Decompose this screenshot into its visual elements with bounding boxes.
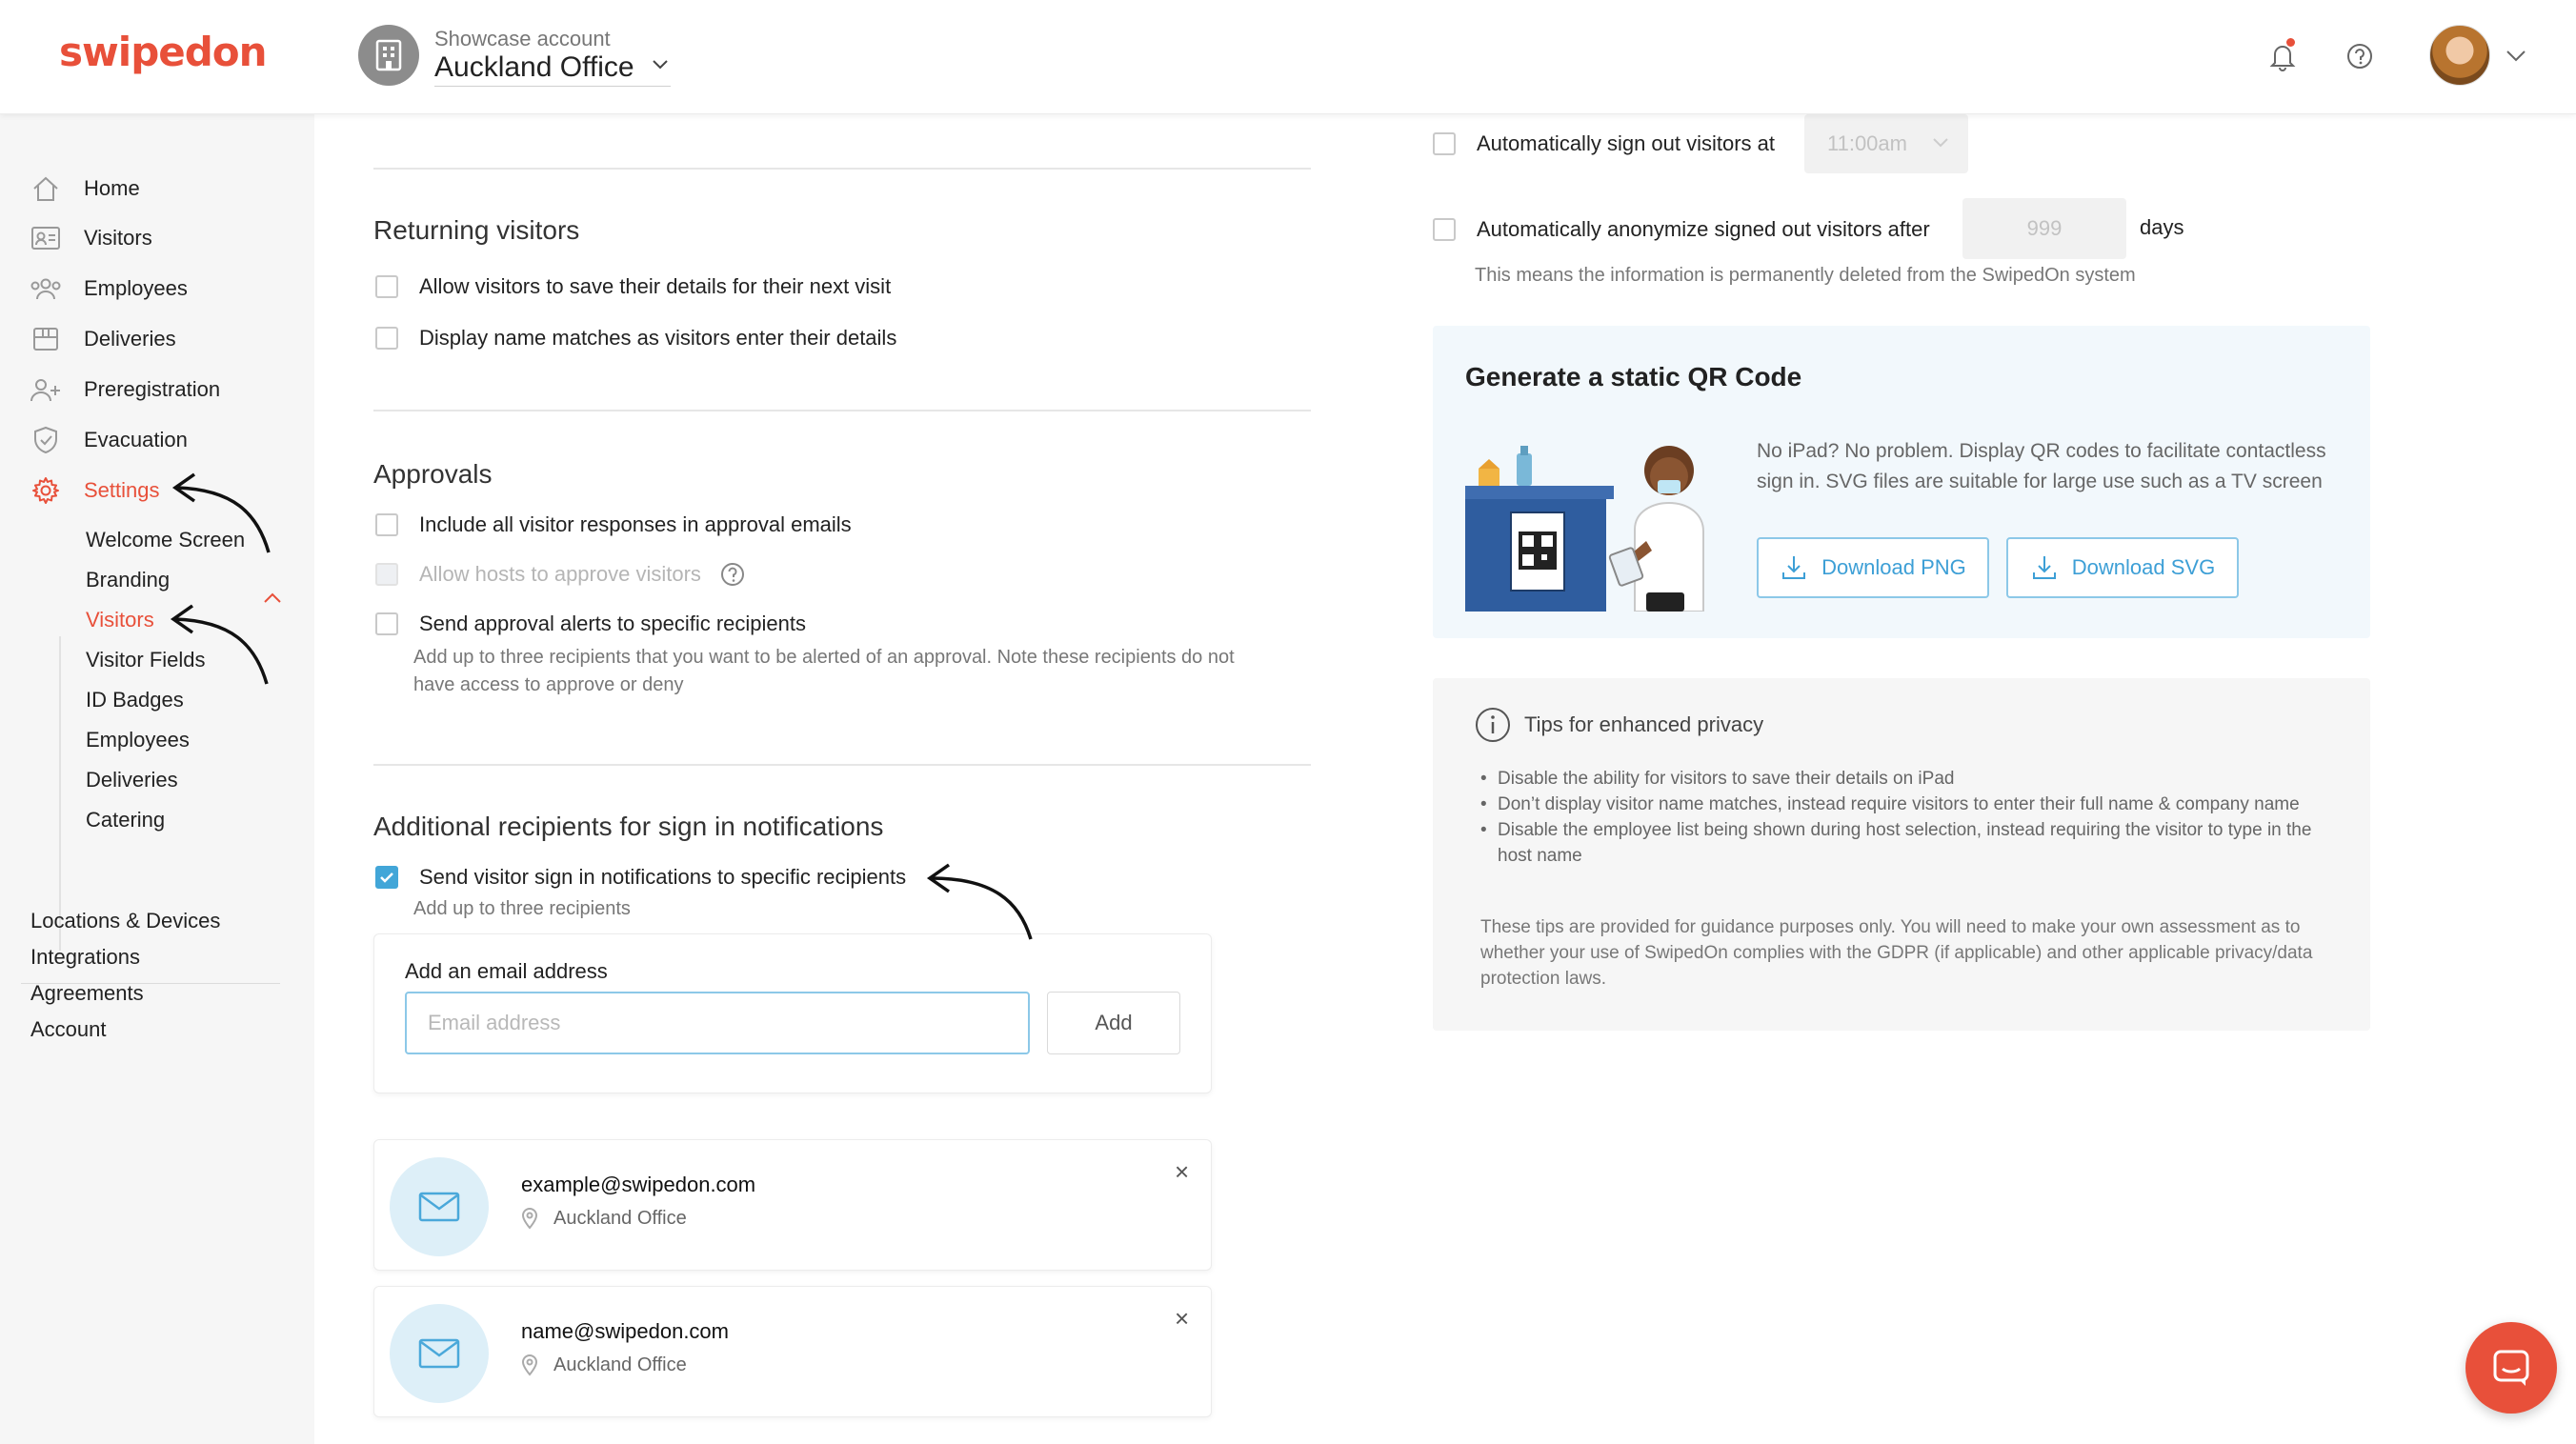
days-label: days	[2140, 215, 2184, 239]
sidebar-item-account[interactable]: Account	[30, 1017, 107, 1041]
sidebar-sub-deliveries[interactable]: Deliveries	[86, 768, 178, 792]
remove-recipient-icon[interactable]: ×	[1175, 1157, 1190, 1186]
chat-launcher-button[interactable]	[2465, 1322, 2557, 1414]
signout-time-select[interactable]	[1804, 114, 1968, 173]
notification-dot	[2286, 38, 2295, 47]
name-matches-label: Display name matches as visitors enter their details	[419, 326, 897, 350]
swipedon-logo[interactable]	[59, 29, 267, 75]
location-selector[interactable]: Auckland Office	[434, 51, 634, 83]
sidebar-item-settings[interactable]	[29, 471, 160, 510]
chevron-up-icon[interactable]	[263, 592, 282, 604]
sidebar	[0, 114, 314, 1444]
top-header	[0, 0, 2576, 114]
location-pin-icon	[521, 1354, 538, 1376]
section-divider	[373, 168, 1311, 170]
visitors-icon	[29, 226, 63, 251]
add-email-button[interactable]: Add	[1047, 992, 1180, 1054]
recipient-location	[521, 1207, 687, 1230]
send-alerts-checkbox[interactable]	[375, 612, 398, 635]
reception-illustration	[1465, 425, 1734, 612]
sidebar-item-deliveries[interactable]	[29, 320, 176, 358]
sidebar-item-label: Home	[84, 176, 140, 200]
add-email-card	[373, 933, 1212, 1093]
email-input[interactable]	[405, 992, 1030, 1054]
sidebar-item-home[interactable]	[29, 170, 140, 208]
annotation-arrow	[924, 857, 1036, 943]
list-item: • Disable the employee list being shown during host selection, instead requiring the visitor to type in the host name	[1480, 817, 2338, 869]
send-notifications-checkbox[interactable]	[375, 866, 398, 889]
send-alerts-option[interactable]	[375, 612, 806, 636]
list-item: • Disable the ability for visitors to save their details on iPad	[1480, 766, 2338, 792]
auto-anonymize-option[interactable]	[1433, 217, 1930, 242]
recipient-email: name@swipedon.com	[521, 1319, 729, 1343]
sidebar-sub-employees[interactable]: Employees	[86, 728, 190, 752]
download-svg-button[interactable]	[2006, 537, 2239, 598]
include-responses-checkbox[interactable]	[375, 513, 398, 536]
sidebar-item-evacuation[interactable]	[29, 421, 188, 459]
name-matches-checkbox[interactable]	[375, 327, 398, 350]
sidebar-sub-branding[interactable]: Branding	[86, 568, 171, 592]
recipient-card	[373, 1139, 1212, 1271]
section-divider	[373, 764, 1311, 766]
returning-visitors-title: Returning visitors	[373, 215, 580, 245]
save-details-label: Allow visitors to save their details for their next visit	[419, 274, 892, 298]
anonymize-days-input[interactable]: 999	[1962, 198, 2126, 259]
gear-icon	[29, 476, 63, 505]
privacy-note: These tips are provided for guidance purposes only. You will need to make your own assessment as to whether your use of SwipedOn complies with the GDPR (if applicable) and other applicable privacy/data protection laws.	[1480, 917, 2313, 989]
account-label: Showcase account	[434, 27, 611, 50]
privacy-tips-title-text: Tips for enhanced privacy	[1524, 712, 1764, 736]
sidebar-sub-welcome-screen[interactable]: Welcome Screen	[86, 528, 246, 552]
privacy-tips-list	[1480, 766, 2338, 869]
download-icon	[1780, 553, 1808, 582]
recipient-location	[521, 1354, 687, 1376]
auto-signout-checkbox[interactable]	[1433, 132, 1456, 155]
home-icon	[29, 175, 63, 202]
sidebar-sub-catering[interactable]: Catering	[86, 808, 166, 832]
download-png-label: Download PNG	[1821, 555, 1966, 579]
include-responses-option[interactable]	[375, 512, 852, 537]
mail-icon	[390, 1304, 489, 1403]
remove-recipient-icon[interactable]: ×	[1175, 1304, 1190, 1333]
notifications-title: Additional recipients for sign in notifications	[373, 812, 884, 841]
qr-code-panel	[1433, 326, 2370, 638]
privacy-tips-title	[1475, 707, 1763, 743]
chat-icon	[2491, 1348, 2531, 1388]
sidebar-item-label: Visitors	[84, 226, 152, 250]
download-icon	[2030, 553, 2059, 582]
chevron-down-icon[interactable]	[652, 59, 669, 70]
privacy-tips-panel	[1433, 678, 2370, 1031]
send-notifications-hint: Add up to three recipients	[413, 898, 631, 919]
section-divider	[373, 410, 1311, 411]
chevron-down-icon[interactable]	[2506, 50, 2526, 63]
signout-time-value: 11:00am	[1827, 131, 1907, 155]
location-pin-icon	[521, 1207, 538, 1230]
send-notifications-option[interactable]	[375, 865, 906, 890]
shield-icon	[29, 426, 63, 454]
sidebar-item-label: Employees	[84, 276, 188, 300]
recipient-location-text: Auckland Office	[553, 1207, 687, 1229]
recipient-location-text: Auckland Office	[553, 1354, 687, 1375]
sidebar-item-label: Deliveries	[84, 327, 176, 351]
add-email-label: Add an email address	[405, 959, 608, 983]
sidebar-item-visitors[interactable]	[29, 219, 152, 257]
check-icon	[379, 872, 394, 883]
logo-text: swipedon	[59, 29, 267, 75]
list-item: • Don’t display visitor name matches, instead require visitors to enter their full name & company name	[1480, 792, 2338, 817]
send-alerts-label: Send approval alerts to specific recipients	[419, 612, 806, 635]
mail-icon	[390, 1157, 489, 1256]
sidebar-sub-visitor-fields[interactable]: Visitor Fields	[86, 648, 206, 672]
recipient-card	[373, 1286, 1212, 1417]
sidebar-item-locations-devices[interactable]: Locations & Devices	[30, 909, 221, 933]
location-underline	[434, 86, 671, 87]
name-matches-option[interactable]	[375, 326, 896, 351]
sidebar-item-label: Evacuation	[84, 428, 188, 451]
qr-title: Generate a static QR Code	[1465, 362, 1802, 391]
info-icon	[1475, 707, 1511, 743]
sidebar-item-label: Preregistration	[84, 377, 221, 401]
auto-signout-label: Automatically sign out visitors at	[1477, 131, 1776, 155]
include-responses-label: Include all visitor responses in approval emails	[419, 512, 852, 536]
auto-anonymize-label: Automatically anonymize signed out visitors after	[1477, 217, 1930, 241]
qr-description: No iPad? No problem. Display QR codes to facilitate contactless sign in. SVG files are suitable for large use such as a TV screen	[1757, 440, 2326, 492]
download-svg-label: Download SVG	[2071, 555, 2216, 579]
sidebar-item-integrations[interactable]: Integrations	[30, 945, 140, 969]
save-details-option[interactable]	[375, 274, 891, 299]
allow-hosts-label: Allow hosts to approve visitors	[419, 562, 701, 586]
sidebar-item-label: Settings	[84, 478, 160, 502]
sidebar-sub-id-badges[interactable]: ID Badges	[86, 688, 184, 712]
employees-icon	[29, 276, 63, 301]
deliveries-icon	[29, 326, 63, 352]
sidebar-item-agreements[interactable]: Agreements	[30, 981, 144, 1005]
auto-anonymize-checkbox[interactable]	[1433, 218, 1456, 241]
send-notifications-label: Send visitor sign in notifications to specific recipients	[419, 865, 907, 889]
preregistration-icon	[29, 376, 63, 403]
anonymize-hint: This means the information is permanently deleted from the SwipedOn system	[1475, 265, 2136, 286]
help-icon[interactable]	[720, 562, 745, 587]
chevron-down-icon	[1932, 137, 1949, 149]
building-icon	[358, 25, 419, 86]
recipient-email: example@swipedon.com	[521, 1173, 756, 1196]
sidebar-item-employees[interactable]	[29, 270, 188, 308]
sidebar-sub-visitors[interactable]: Visitors	[86, 608, 154, 632]
avatar[interactable]	[2429, 25, 2490, 86]
help-icon[interactable]	[2345, 42, 2374, 70]
submenu-guide-line	[59, 636, 61, 951]
auto-signout-option[interactable]	[1433, 131, 1775, 156]
save-details-checkbox[interactable]	[375, 275, 398, 298]
allow-hosts-checkbox	[375, 563, 398, 586]
sidebar-item-preregistration[interactable]	[29, 371, 220, 409]
send-alerts-hint: Add up to three recipients that you want to be alerted of an approval. Note these recipients do not have access to approve or deny	[413, 647, 1235, 695]
approvals-title: Approvals	[373, 459, 493, 489]
download-png-button[interactable]	[1757, 537, 1989, 598]
allow-hosts-option	[375, 562, 745, 587]
